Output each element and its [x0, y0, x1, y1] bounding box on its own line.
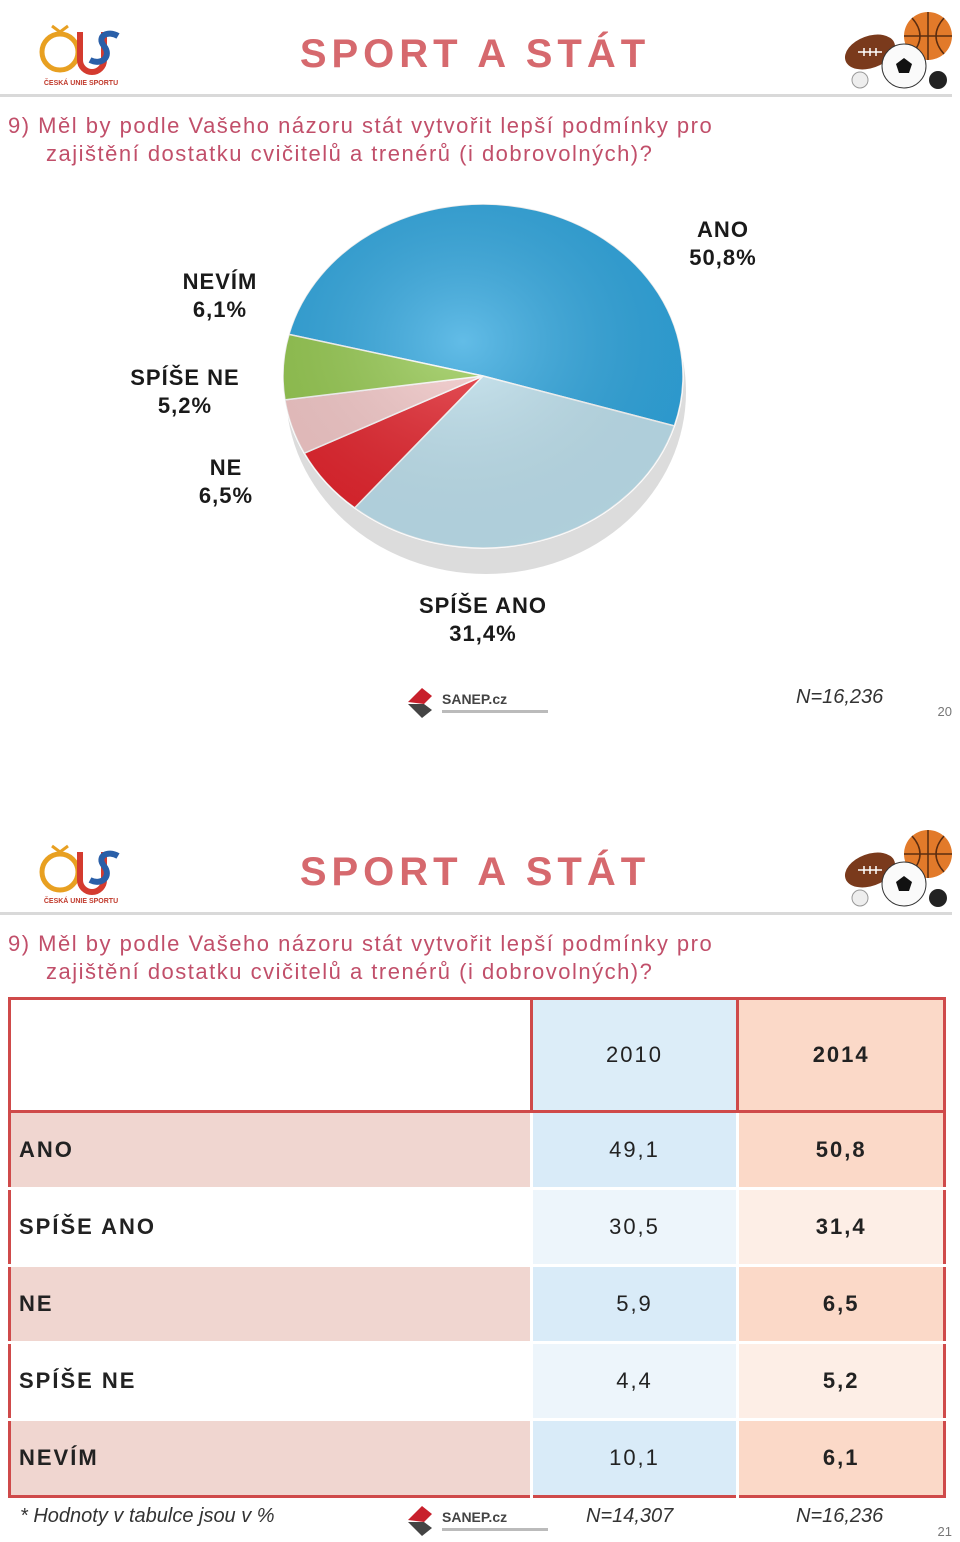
table-header-cell: [10, 999, 532, 1112]
question-line-2: zajištění dostatku cvičitelů a trenérů (i dobrovolných)?: [46, 959, 654, 984]
slice-value-ne: 6,5%: [198, 483, 254, 508]
sports-balls-image: [842, 824, 952, 910]
table-row: [10, 1420, 945, 1497]
results-table: [8, 997, 946, 1498]
value-2010: 49,1: [531, 1112, 738, 1189]
value-2014: 5,2: [738, 1343, 945, 1420]
logo-caption: ČESKÁ UNIE SPORTU: [43, 80, 119, 87]
slice-name-ano: ANO: [697, 217, 749, 242]
logo-caption: ČESKÁ UNIE SPORTU: [43, 898, 119, 905]
table-header-2010: 2010: [531, 999, 738, 1112]
value-2014: 31,4: [738, 1189, 945, 1266]
cus-logo: [36, 842, 126, 900]
header-rule: [0, 912, 952, 915]
value-2010: 10,1: [531, 1420, 738, 1497]
row-label: ANO: [10, 1112, 532, 1189]
slice-value-nevim: 6,1%: [192, 297, 248, 322]
row-label: SPÍŠE ANO: [10, 1189, 532, 1266]
sanep-logo: [404, 1500, 554, 1540]
sample-size: N=16,236: [796, 686, 884, 708]
question-text: [8, 930, 920, 986]
page-number: 21: [937, 1524, 952, 1539]
slice-value-spise-ne: 5,2%: [157, 393, 213, 418]
table-header-row: [10, 999, 945, 1112]
sanep-logo-text: SANEP.cz: [442, 1509, 508, 1525]
value-2014: 6,5: [738, 1266, 945, 1343]
row-label: NE: [10, 1266, 532, 1343]
page-title: SPORT A STÁT: [299, 850, 651, 894]
slice-value-ano: 50,8%: [689, 245, 757, 270]
value-2010: 5,9: [531, 1266, 738, 1343]
table-row: [10, 1266, 945, 1343]
question-line-2: zajištění dostatku cvičitelů a trenérů (i dobrovolných)?: [46, 141, 654, 166]
row-label: NEVÍM: [10, 1420, 532, 1497]
slice-name-spise-ano: SPÍŠE ANO: [419, 593, 547, 618]
slice-name-nevim: NEVÍM: [182, 269, 258, 294]
sample-size-2010: N=14,307: [586, 1505, 674, 1527]
sample-size-2014: N=16,236: [796, 1505, 884, 1527]
question-line-1: 9) Měl by podle Vašeho názoru stát vytvořit lepší podmínky pro: [8, 931, 714, 956]
value-2014: 50,8: [738, 1112, 945, 1189]
slice-name-ne: NE: [209, 455, 243, 480]
table-row: [10, 1112, 945, 1189]
question-line-1: 9) Měl by podle Vašeho názoru stát vytvořit lepší podmínky pro: [8, 113, 714, 138]
row-label: SPÍŠE NE: [10, 1343, 532, 1420]
slice-value-spise-ano: 31,4%: [449, 621, 517, 646]
value-2014: 6,1: [738, 1420, 945, 1497]
table-row: [10, 1343, 945, 1420]
page-title: SPORT A STÁT: [299, 32, 651, 76]
table-row: [10, 1189, 945, 1266]
table-header-2014: 2014: [738, 999, 945, 1112]
slice-name-spise-ne: SPÍŠE NE: [130, 365, 240, 390]
footnote: * Hodnoty v tabulce jsou v %: [20, 1505, 275, 1527]
value-2010: 4,4: [531, 1343, 738, 1420]
page-number: 20: [937, 704, 952, 719]
sanep-logo-text: SANEP.cz: [442, 691, 508, 707]
value-2010: 30,5: [531, 1189, 738, 1266]
